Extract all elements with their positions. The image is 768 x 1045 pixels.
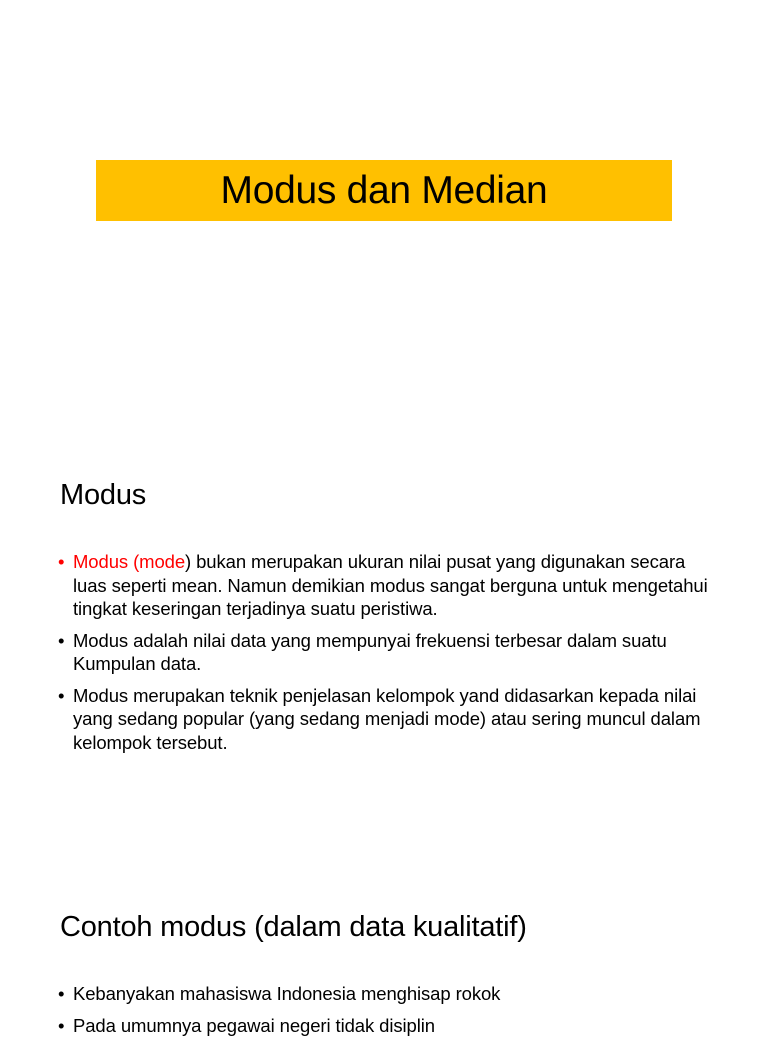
bullet-text: Modus adalah nilai data yang mempunyai frekuensi terbesar dalam suatu Kumpulan data. [73,629,667,674]
bullet-item [58,629,708,676]
bullet-list [58,550,708,762]
slide-modus [0,430,768,860]
title-banner [96,160,672,221]
highlighted-term: Modus (mode [73,551,186,572]
slide-heading: Contoh modus (dalam data kualitatif) [60,911,527,943]
bullet-item [58,982,708,1006]
bullet-item [58,1014,708,1038]
slide-contoh-modus [0,860,768,1036]
bullet-item [58,550,708,621]
bullet-marker: • [58,629,65,651]
slide-heading: Modus [60,479,147,511]
bullet-item [58,684,708,755]
bullet-marker: • [58,551,65,572]
bullet-marker: • [58,1014,65,1036]
bullet-text: Kebanyakan mahasiswa Indonesia menghisap rokok [73,983,501,1004]
bullet-text: ) bukan merupakan ukuran nilai pusat yang digunakan secara luas seperti mean. Namun demikian modus sangat berguna untuk mengetahui tingkat keseringan terjadinya suatu peristiwa. [73,551,708,619]
bullet-text: Pada umumnya pegawai negeri tidak disiplin [73,1014,435,1036]
bullet-marker: • [58,684,65,706]
slide-title-text: Modus dan Median [220,169,548,212]
bullet-marker: • [58,983,65,1004]
slide-title [0,0,768,430]
bullet-list [58,982,708,1045]
bullet-text: Modus merupakan teknik penjelasan kelompok yand didasarkan kepada nilai yang sedang popular (yang sedang menjadi mode) atau sering muncul dalam kelompok tersebut. [73,684,701,753]
